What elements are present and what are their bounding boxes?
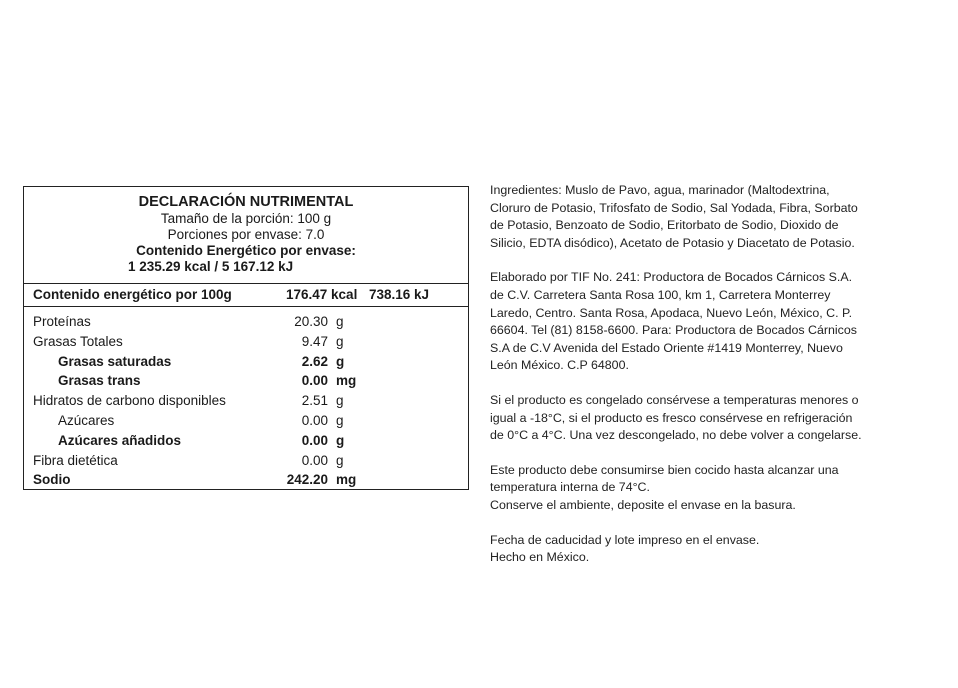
storage-paragraph	[490, 392, 940, 445]
nutrition-header	[24, 187, 468, 283]
nutrient-name: Grasas Totales	[33, 333, 123, 349]
nutrient-name: Sodio	[33, 472, 71, 488]
expiry-line: Fecha de caducidad y lote impreso en el envase.	[490, 532, 760, 547]
nutrient-row-carbohydrates	[24, 391, 468, 411]
nutrient-row-fiber	[24, 451, 468, 471]
nutrient-unit: g	[336, 393, 344, 409]
nutrient-unit: g	[336, 314, 344, 329]
nutrient-value: 2.51	[301, 393, 328, 409]
ingredients-line: de Potasio, Benzoato de Sodio, Eritorbato de Sodio, Dioxido de	[490, 218, 839, 233]
nutrient-unit: mg	[336, 472, 357, 488]
nutrient-unit: g	[336, 353, 345, 369]
nutrition-title: DECLARACIÓN NUTRIMENTAL	[138, 194, 354, 210]
nutrient-name: Fibra dietética	[33, 452, 118, 468]
nutrient-row-proteins	[24, 312, 468, 332]
nutrient-row-trans-fat	[24, 371, 468, 391]
energy-package-label: Contenido Energético por envase:	[136, 243, 356, 258]
expiry-paragraph	[490, 532, 940, 567]
nutrient-value: 0.00	[301, 373, 328, 389]
energy-package-value: 1 235.29 kcal / 5 167.12 kJ	[128, 259, 294, 274]
cooking-line: Este producto debe consumirse bien cocido hasta alcanzar una	[490, 462, 839, 477]
nutrient-value: 0.00	[301, 412, 328, 428]
nutrient-name: Azúcares añadidos	[58, 432, 182, 448]
nutrient-value: 9.47	[301, 333, 328, 349]
nutrient-row-total-fat	[24, 332, 468, 352]
energy-per-100g-row	[24, 283, 468, 307]
expiry-line: Hecho en México.	[490, 550, 590, 565]
ingredients-line: Ingredientes: Muslo de Pavo, agua, marinador (Maltodextrina,	[490, 183, 830, 197]
portions-per-package: Porciones por envase: 7.0	[167, 227, 325, 242]
nutrient-list	[24, 307, 468, 490]
manufacturer-line: de C.V. Carretera Santa Rosa 100, km 1, Carretera Monterrey	[490, 287, 831, 302]
nutrient-value: 20.30	[294, 314, 328, 329]
nutrient-value: 2.62	[301, 353, 328, 369]
nutrient-value: 0.00	[301, 432, 328, 448]
product-info	[490, 182, 940, 584]
nutrient-value: 242.20	[286, 472, 328, 488]
nutrient-unit: g	[336, 432, 345, 448]
nutrient-unit: mg	[336, 373, 357, 389]
nutrient-unit: g	[336, 452, 344, 468]
nutrient-row-saturated-fat	[24, 352, 468, 372]
cooking-line: temperatura interna de 74°C.	[490, 480, 650, 495]
ingredients-line: Silicio, EDTA disódico), Acetato de Potasio y Diacetato de Potasio.	[490, 235, 855, 250]
nutrient-row-sodium	[24, 470, 468, 490]
energy-per-100g-label: Contenido energético por 100g	[33, 287, 232, 302]
storage-line: igual a -18°C, si el producto es fresco consérvese en refrigeración	[490, 410, 853, 425]
nutrient-name: Hidratos de carbono disponibles	[33, 393, 226, 409]
manufacturer-line: Laredo, Centro. Santa Rosa, Apodaca, Nuevo León, México, C. P.	[490, 305, 853, 320]
manufacturer-line: León México. C.P 64800.	[490, 358, 629, 373]
manufacturer-paragraph	[490, 269, 940, 375]
serving-size: Tamaño de la porción: 100 g	[160, 211, 332, 226]
nutrient-row-sugars	[24, 411, 468, 431]
energy-per-100g-kj: 738.16 kJ	[369, 287, 430, 302]
manufacturer-line: Elaborado por TIF No. 241: Productora de Bocados Cárnicos S.A.	[490, 270, 853, 285]
nutrient-row-added-sugars	[24, 431, 468, 451]
manufacturer-line: 66604. Tel (81) 8158-6600. Para: Productora de Bocados Cárnicos	[490, 323, 857, 338]
nutrition-facts-panel	[23, 186, 469, 490]
manufacturer-line: S.A de C.V Avenida del Estado Oriente #1419 Monterrey, Nuevo	[490, 340, 843, 355]
nutrient-name: Proteínas	[33, 314, 91, 329]
nutrient-value: 0.00	[301, 452, 328, 468]
ingredients-line: Cloruro de Potasio, Trifosfato de Sodio, Sal Yodada, Fibra, Sorbato	[490, 200, 858, 215]
energy-per-100g-kcal: 176.47 kcal	[286, 287, 358, 302]
nutrient-unit: g	[336, 333, 344, 349]
nutrient-unit: g	[336, 412, 344, 428]
nutrient-name: Grasas trans	[58, 373, 141, 389]
storage-line: Si el producto es congelado consérvese a temperaturas menores o	[490, 392, 859, 407]
storage-line: de 0°C a 4°C. Una vez descongelado, no debe volver a congelarse.	[490, 428, 862, 443]
cooking-paragraph	[490, 462, 940, 515]
nutrient-name: Azúcares	[58, 412, 115, 428]
cooking-line: Conserve el ambiente, deposite el envase en la basura.	[490, 497, 796, 512]
ingredients-paragraph	[490, 182, 940, 252]
nutrient-name: Grasas saturadas	[58, 353, 172, 369]
